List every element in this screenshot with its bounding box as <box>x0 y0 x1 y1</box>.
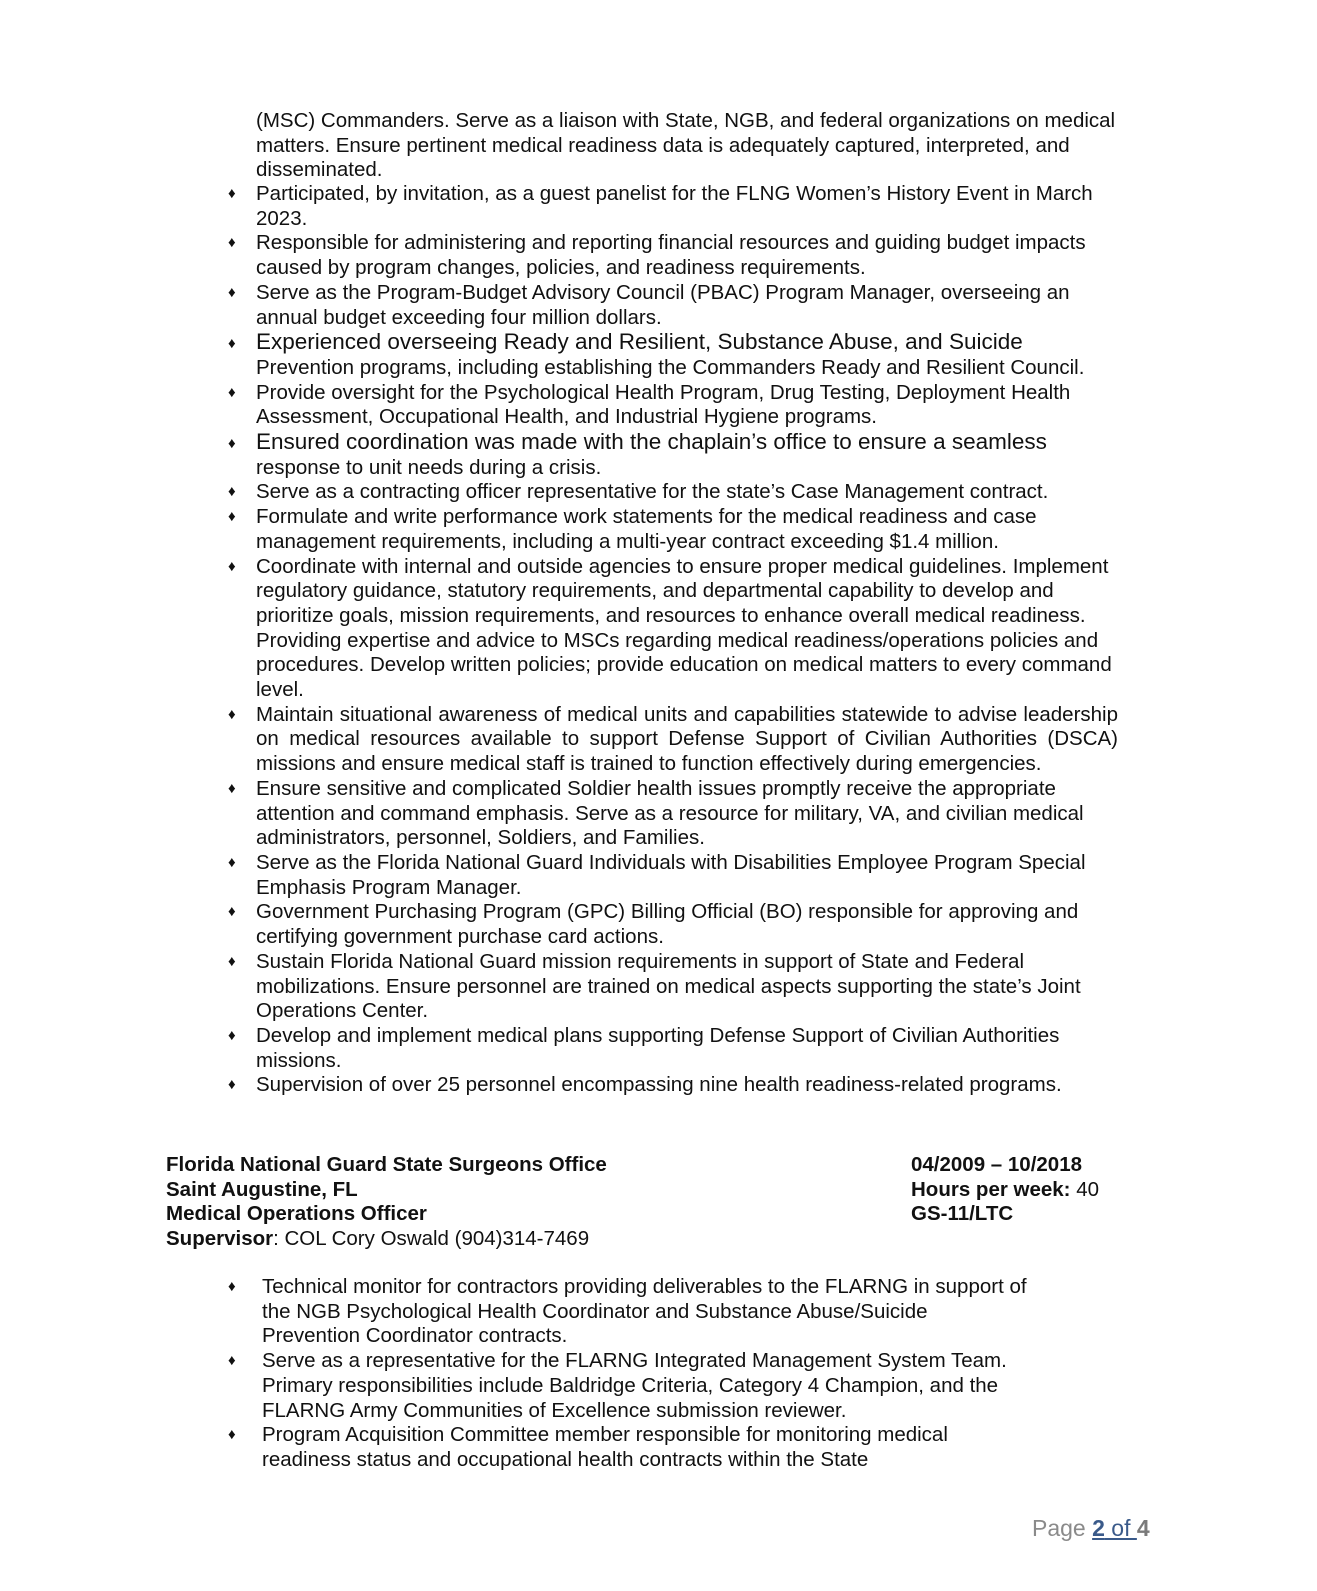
current-page: 2 <box>1092 1515 1105 1541</box>
hours-per-week: Hours per week: 40 <box>911 1177 1099 1201</box>
diamond-bullet-icon: ♦ <box>228 1352 236 1370</box>
diamond-bullet-icon: ♦ <box>228 1026 236 1044</box>
job-grade: GS-11/LTC <box>911 1202 1014 1226</box>
diamond-bullet-icon: ♦ <box>228 853 236 871</box>
job-header <box>166 1153 1116 1252</box>
list-item: ♦ Serve as the Program-Budget Advisory Council (PBAC) Program Manager, overseeing an annual budget exceeding four million dollars. <box>228 280 1070 329</box>
list-item: ♦ Develop and implement medical plans supporting Defense Support of Civilian Authorities missions. <box>228 1023 1060 1072</box>
list-item: ♦ Responsible for administering and reporting financial resources and guiding budget impacts caused by program changes, policies, and readiness requirements. <box>228 231 1086 280</box>
diamond-bullet-icon: ♦ <box>228 779 236 797</box>
diamond-bullet-icon: ♦ <box>228 185 236 202</box>
diamond-bullet-icon: ♦ <box>228 508 236 526</box>
list-item: ♦ Serve as a contracting officer representative for the state’s Case Management contract. <box>228 480 1049 504</box>
job-location: Saint Augustine, FL <box>166 1177 358 1201</box>
diamond-bullet-icon: ♦ <box>228 1426 236 1444</box>
diamond-bullet-icon: ♦ <box>228 1076 236 1094</box>
list-item: ♦ Maintain situational awareness of medical units and capabilities statewide to advise leadership on medical resources available to support Defense Support of Civilian Authorities (DSCA) missions and ensure medical staff is trained to function effectively during emergencies. <box>228 702 1118 776</box>
job-title: Medical Operations Officer <box>166 1202 427 1226</box>
list-item: ♦ Serve as the Florida National Guard Individuals with Disabilities Employee Program Special Emphasis Program Manager. <box>228 850 1086 899</box>
total-pages: 4 <box>1136 1515 1150 1541</box>
list-item: ♦ Participated, by invitation, as a guest panelist for the FLNG Women’s History Event in March 2023. <box>228 182 1093 230</box>
diamond-bullet-icon: ♦ <box>228 557 236 575</box>
list-item: ♦ Provide oversight for the Psychological Health Program, Drug Testing, Deployment Health Assessment, Occupational Health, and Industrial Hygiene programs. <box>228 380 1071 429</box>
list-item: ♦ Supervision of over 25 personnel encompassing nine health readiness-related programs. <box>228 1073 1062 1097</box>
supervisor-line: Supervisor: COL Cory Oswald (904)314-7469 <box>166 1227 590 1251</box>
list-item: ♦ Ensure sensitive and complicated Soldier health issues promptly receive the appropriate attention and command emphasis. Serve as a resource for military, VA, and civilian medical administrators, personnel, Soldiers, and Families. <box>228 776 1084 850</box>
diamond-bullet-icon: ♦ <box>228 383 236 401</box>
list-item: ♦ Experienced overseeing Ready and Resilient, Substance Abuse, and Suicide Prevention programs, including establishing the Commanders Ready and Resilient Council. <box>228 329 1085 379</box>
employer-name: Florida National Guard State Surgeons Office <box>166 1153 607 1176</box>
diamond-bullet-icon: ♦ <box>228 483 236 501</box>
list-item: ♦ Serve as a representative for the FLARNG Integrated Management System Team. Primary responsibilities include Baldridge Criteria, Category 4 Champion, and the FLARNG Army Communities of Excellence submission reviewer. <box>228 1349 1007 1422</box>
list-item: ♦ Coordinate with internal and outside agencies to ensure proper medical guidelines. Implement regulatory guidance, statutory requirements, and departmental capability to develop and prioritize goals, mission requirements, and resources to enhance overall medical readiness. Providing expertise and advice to MSCs regarding medical readiness/operations policies and procedures. Develop written policies; provide education on medical matters to every command level. <box>228 554 1112 702</box>
diamond-bullet-icon: ♦ <box>228 435 236 453</box>
list-item: ♦ Technical monitor for contractors providing deliverables to the FLARNG in support of the NGB Psychological Health Coordinator and Substance Abuse/Suicide Prevention Coordinator contracts. <box>228 1275 1027 1348</box>
diamond-bullet-icon: ♦ <box>228 283 236 301</box>
diamond-bullet-icon: ♦ <box>228 952 236 970</box>
responsibilities-list <box>228 182 1118 1098</box>
employment-dates: 04/2009 – 10/2018 <box>911 1153 1082 1176</box>
diamond-bullet-icon: ♦ <box>228 1278 236 1295</box>
list-item: ♦ Government Purchasing Program (GPC) Billing Official (BO) responsible for approving and certifying government purchase card actions. <box>228 900 1079 949</box>
continuation-paragraph: (MSC) Commanders. Serve as a liaison with State, NGB, and federal organizations on medical matters. Ensure pertinent medical readiness data is adequately captured, interpreted, and disseminated. <box>256 109 1116 182</box>
diamond-bullet-icon: ♦ <box>228 335 236 353</box>
diamond-bullet-icon: ♦ <box>228 705 236 723</box>
list-item: ♦ Program Acquisition Committee member responsible for monitoring medical readiness status and occupational health contracts within the State <box>228 1423 948 1471</box>
diamond-bullet-icon: ♦ <box>228 234 236 252</box>
page-number: Page 2 of 4 <box>1032 1515 1150 1541</box>
list-item: ♦ Ensured coordination was made with the chaplain’s office to ensure a seamless response to unit needs during a crisis. <box>228 429 1047 479</box>
list-item: ♦ Formulate and write performance work statements for the medical readiness and case management requirements, including a multi-year contract exceeding $1.4 million. <box>228 505 1037 553</box>
diamond-bullet-icon: ♦ <box>228 903 236 921</box>
list-item: ♦ Sustain Florida National Guard mission requirements in support of State and Federal mobilizations. Ensure personnel are trained on medical aspects supporting the state’s Joint Operations Center. <box>228 949 1081 1023</box>
job-duties-list <box>228 1275 1028 1473</box>
